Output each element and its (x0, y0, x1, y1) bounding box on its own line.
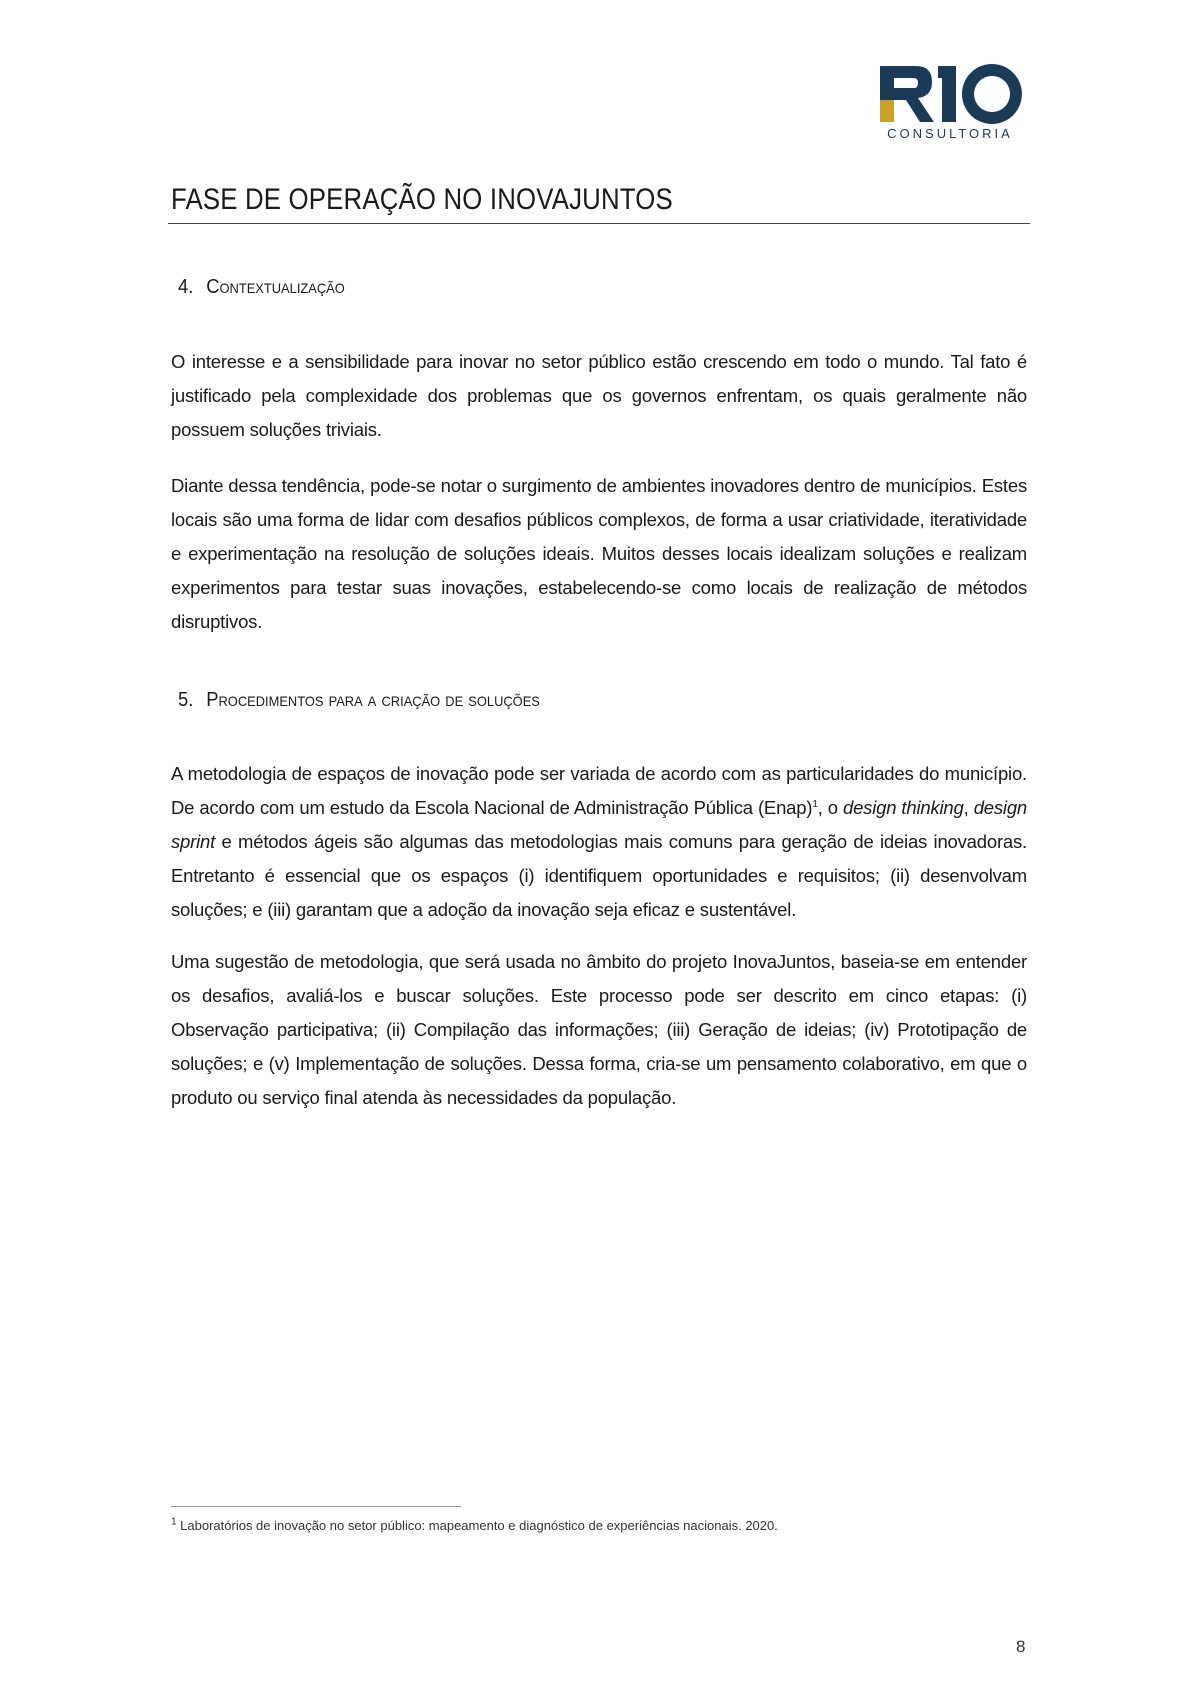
footnote-number: 1 (171, 1516, 177, 1528)
paragraph-text: , o (817, 797, 843, 818)
footnote (171, 1518, 778, 1533)
emphasis-term: design thinking (842, 797, 964, 818)
logo-subtitle: CONSULTORIA (887, 126, 1013, 141)
section-5-title: Procedimentos para a criação de soluções (206, 689, 540, 711)
page-title: FASE DE OPERAÇÃO NO INOVAJUNTOS (171, 183, 673, 216)
footnote-text: Laboratórios de inovação no setor público: mapeamento e diagnóstico de experiências nacionais. 2020. (176, 1518, 778, 1533)
section-4-title: Contextualização (206, 276, 345, 298)
title-divider (168, 223, 1030, 224)
footnote-divider (171, 1506, 461, 1507)
section-4-paragraph-1: O interesse e a sensibilidade para inovar no setor público estão crescendo em todo o mundo. Tal fato é justificado pela complexidade dos problemas que os governos enfrentam, os quais geralmente não possuem soluções triviais. (171, 351, 1027, 440)
section-5-number: 5. (178, 689, 194, 711)
emphasis-term: design sprint (171, 797, 1028, 852)
page-number: 8 (1016, 1637, 1026, 1656)
company-logo (876, 62, 1026, 146)
section-4-heading (178, 276, 345, 299)
section-5-heading (178, 689, 540, 712)
section-4-number: 4. (178, 276, 194, 298)
paragraph-text: , (963, 797, 974, 818)
footnote-reference[interactable]: 1 (812, 798, 818, 810)
paragraph-text: e métodos ágeis são algumas das metodologias mais comuns para geração de ideias inovadoras. Entretanto é essencial que os espaços (i) identifiquem oportunidades e requisitos; (ii) desenvolvam soluções; e (iii) garantam que a adoção da inovação seja eficaz e sustentável. (171, 831, 1027, 920)
paragraph-text: A metodologia de espaços de inovação pode ser variada de acordo com as particularidades do município. De acordo com um estudo da Escola Nacional de Administração Pública (Enap) (171, 763, 1027, 818)
section-5-paragraph-1 (171, 757, 1027, 927)
section-4-paragraph-2: Diante dessa tendência, pode-se notar o surgimento de ambientes inovadores dentro de municípios. Estes locais são uma forma de lidar com desafios públicos complexos, de forma a usar criatividade, iteratividade e experimentação na resolução de soluções ideais. Muitos desses locais idealizam soluções e realizam experimentos para testar suas inovações, estabelecendo-se como locais de realização de métodos disruptivos. (171, 475, 1027, 632)
r1o-logo-mark (876, 62, 1026, 124)
section-5-paragraph-2: Uma sugestão de metodologia, que será usada no âmbito do projeto InovaJuntos, baseia-se em entender os desafios, avaliá-los e buscar soluções. Este processo pode ser descrito em cinco etapas: (i) Observação participativa; (ii) Compilação das informações; (iii) Geração de ideias; (iv) Prototipação de soluções; e (v) Implementação de soluções. Dessa forma, cria-se um pensamento colaborativo, em que o produto ou serviço final atenda às necessidades da população. (171, 951, 1027, 1108)
